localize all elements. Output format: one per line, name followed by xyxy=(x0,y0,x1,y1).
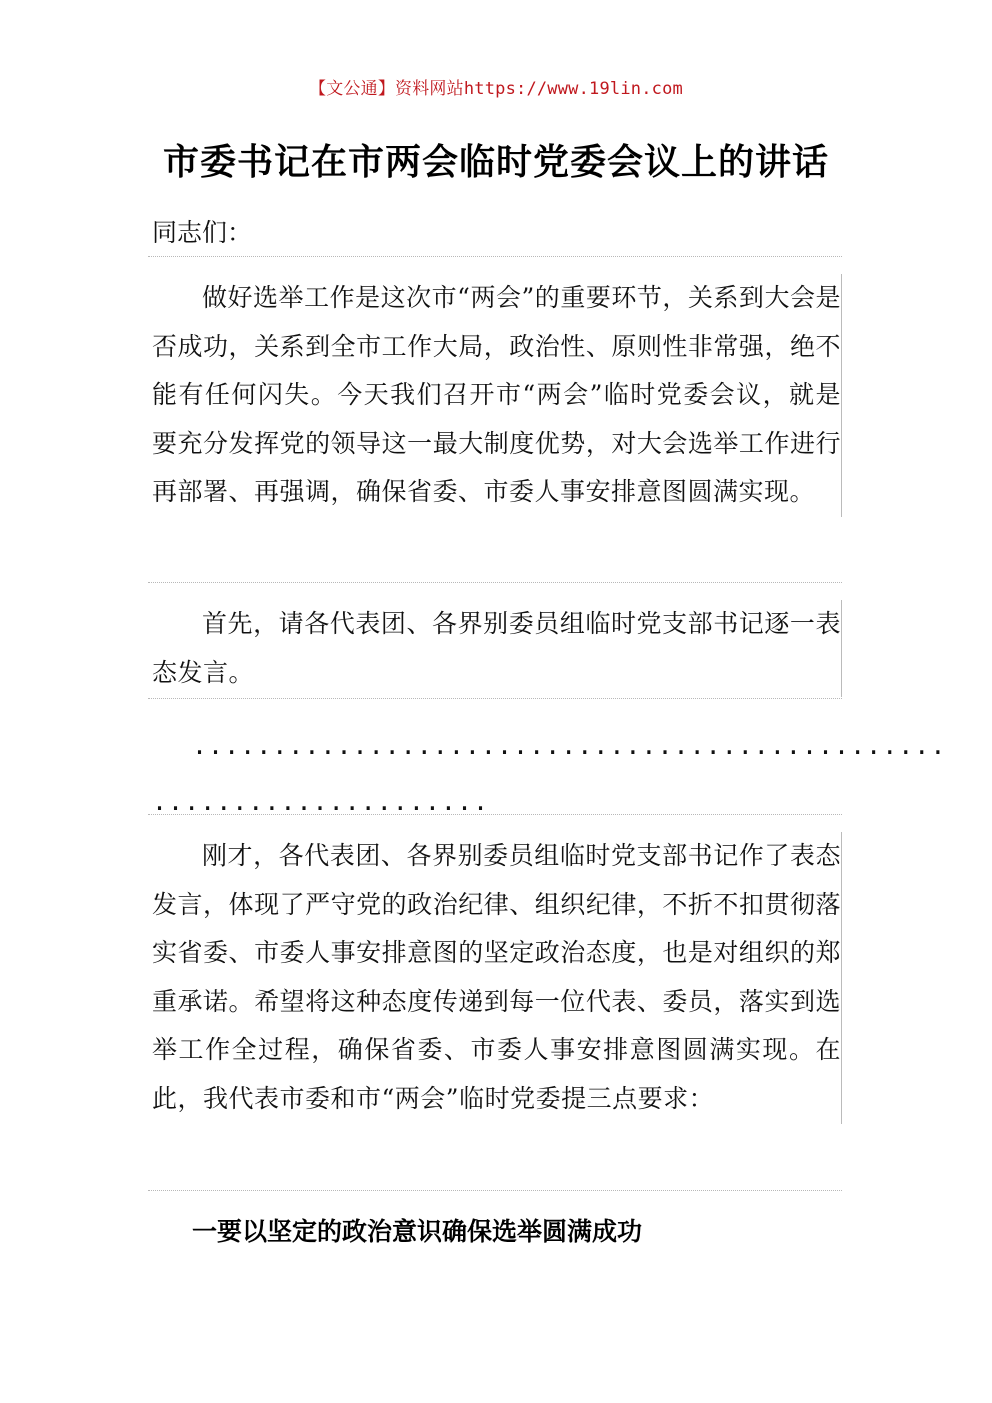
paragraph-separator xyxy=(148,1190,842,1191)
ellipsis-line: ............................................... xyxy=(192,731,947,760)
paragraph-separator xyxy=(148,256,842,257)
paragraph-separator xyxy=(148,582,842,583)
section-heading: 一要以坚定的政治意识确保选举圆满成功 xyxy=(192,1217,643,1246)
paragraph-block xyxy=(152,274,842,517)
body-paragraph: 首先，请各代表团、各界别委员组临时党支部书记逐一表态发言。 xyxy=(152,609,841,687)
paragraph-separator xyxy=(148,698,842,699)
paragraph-block xyxy=(152,600,842,697)
ellipsis-line: ..................... xyxy=(152,787,490,816)
salutation: 同志们： xyxy=(152,218,253,247)
body-paragraph: 刚才，各代表团、各界别委员组临时党支部书记作了表态发言，体现了严守党的政治纪律、组织纪律，不折不扣贯彻落实省委、市委人事安排意图的坚定政治态度，也是对组织的郑重承诺。希望将这种态度传递到每一位代表、委员，落实到选举工作全过程，确保省委、市委人事安排意图圆满实现。在此，我代表市委和市“两会”临时党委提三点要求： xyxy=(152,841,841,1113)
body-paragraph: 做好选举工作是这次市“两会”的重要环节，关系到大会是否成功，关系到全市工作大局，政治性、原则性非常强，绝不能有任何闪失。今天我们召开市“两会”临时党委会议，就是要充分发挥党的领导这一最大制度优势，对大会选举工作进行再部署、再强调，确保省委、市委人事安排意图圆满实现。 xyxy=(152,283,841,507)
document-title: 市委书记在市两会临时党委会议上的讲话 xyxy=(162,141,829,183)
paragraph-block xyxy=(152,832,842,1124)
source-watermark-link[interactable]: 【文公通】资料网站https://www.19lin.com xyxy=(309,79,683,99)
paragraph-separator xyxy=(148,814,842,815)
